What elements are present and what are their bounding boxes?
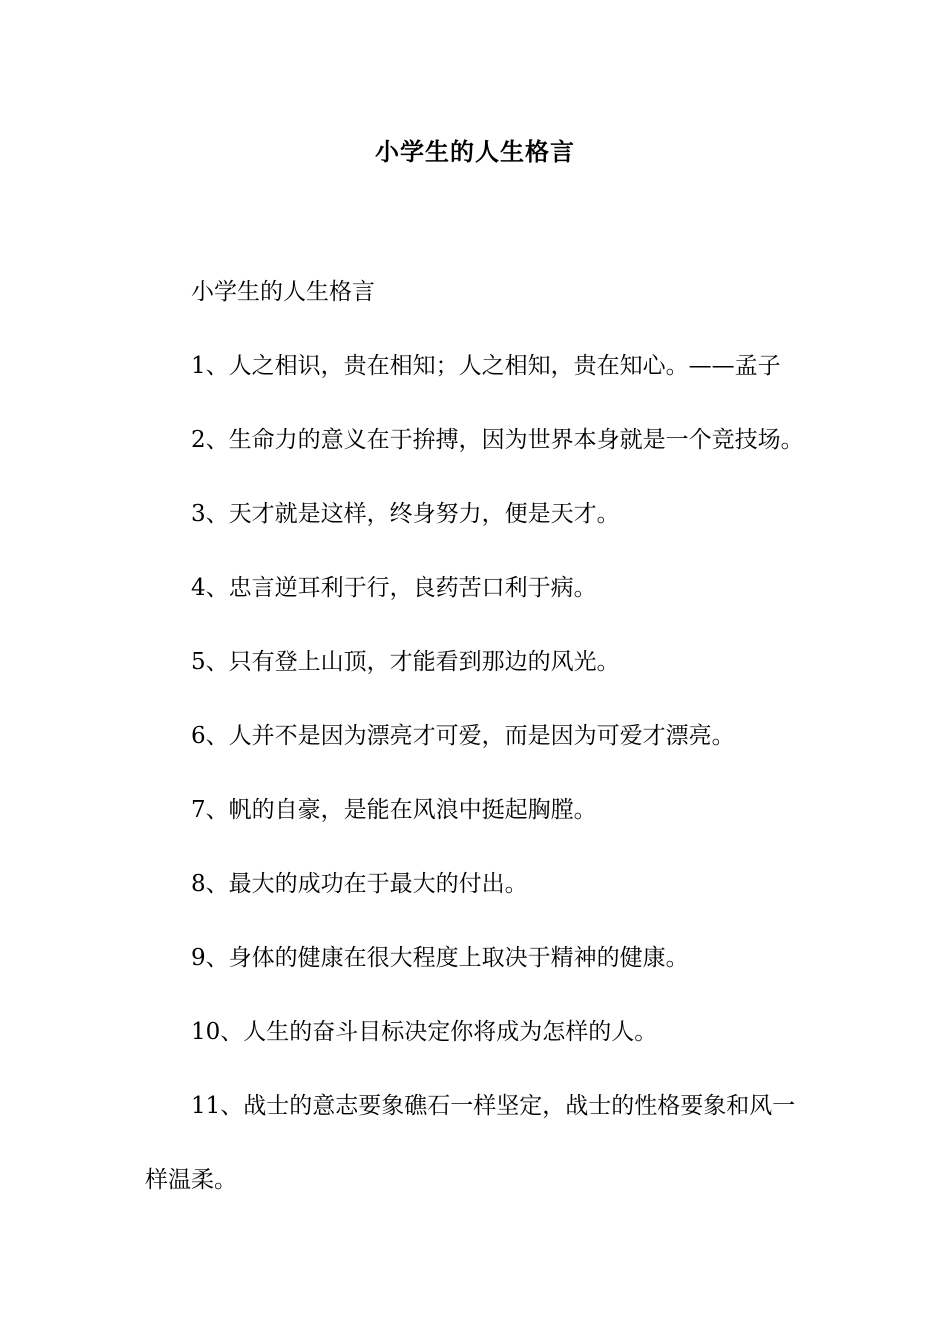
quote-item: 2、生命力的意义在于拚搏，因为世界本身就是一个竞技场。 [191,427,804,453]
quote-item: 8、最大的成功在于最大的付出。 [191,871,528,897]
page-title: 小学生的人生格言 [375,137,575,166]
quote-item: 9、身体的健康在很大程度上取决于精神的健康。 [191,945,689,971]
quote-item: 4、忠言逆耳利于行，良药苦口利于病。 [191,575,597,601]
quote-item: 7、帆的自豪，是能在风浪中挺起胸膛。 [191,797,597,823]
document-body [145,255,815,1217]
quote-item: 11、战士的意志要象礁石一样坚定，战士的性格要象和风一样温柔。 [145,1093,796,1193]
quote-item: 10、人生的奋斗目标决定你将成为怎样的人。 [191,1019,658,1045]
quote-item: 5、只有登上山顶，才能看到那边的风光。 [191,649,620,675]
section-heading: 小学生的人生格言 [191,279,375,305]
quote-item: 6、人并不是因为漂亮才可爱，而是因为可爱才漂亮。 [191,723,735,749]
quote-item: 3、天才就是这样，终身努力，便是天才。 [191,501,620,527]
quote-item: 1、人之相识，贵在相知；人之相知，贵在知心。——孟子 [191,353,781,379]
